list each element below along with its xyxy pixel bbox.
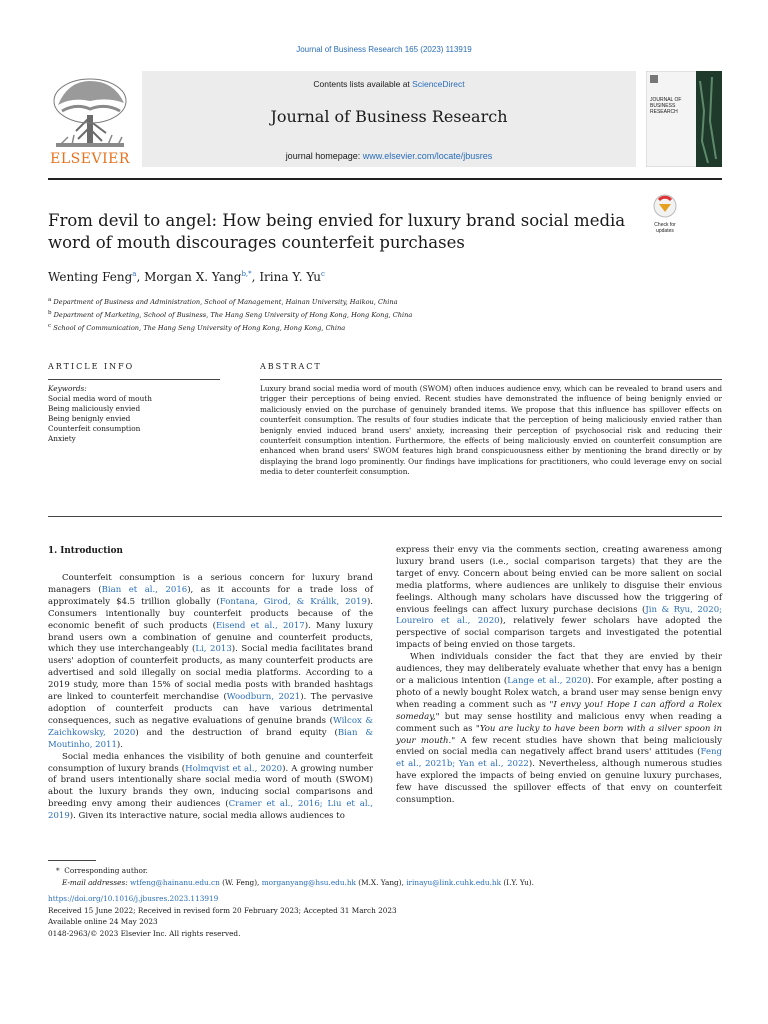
body-column-right bbox=[396, 545, 722, 807]
citation-link[interactable]: Li, 2013 bbox=[195, 644, 232, 655]
text-run: ) and the destruction of brand equity ( bbox=[135, 727, 338, 738]
text-run: ). For example, after posting a photo of a newly bought Rolex watch, a brand user may sense benign envy when reading a comment such as " bbox=[396, 675, 723, 710]
text-run: ), as it accounts for a trade loss of approximately $4.5 trillion globally ( bbox=[48, 584, 373, 607]
citation-link[interactable]: Eisend et al., 2017 bbox=[215, 620, 305, 631]
citation-link[interactable]: Jin & Ryu, 2020; Loureiro et al., 2020 bbox=[396, 604, 723, 627]
text-run: ). Nevertheless, although numerous studies have explored the impacts of being envied on genuine luxury purchases, few have discussed the spillover effects of that envy on counterfeit consumption. bbox=[396, 759, 722, 806]
paragraph bbox=[396, 652, 722, 807]
text-run: ), relatively fewer scholars have adopted the perspective of social comparison targets and investigated the potential impacts of being envied on those targets. bbox=[396, 616, 722, 651]
copyright: 0148-2963/© 2023 Elsevier Inc. All rights reserved. bbox=[48, 928, 241, 938]
email-link[interactable]: morganyang@hsu.edu.hk bbox=[261, 877, 356, 887]
abstract-heading: ABSTRACT bbox=[260, 362, 322, 371]
keyword-item: Social media word of mouth bbox=[48, 394, 152, 403]
author-name[interactable]: Irina Y. Yu bbox=[259, 270, 321, 284]
paragraph bbox=[48, 573, 373, 752]
check-updates-label: Check for updates bbox=[654, 222, 676, 234]
keywords-block bbox=[48, 384, 220, 444]
text-run: When individuals consider the fact that they are envied by their audiences, they may deliberately evaluate whether that envy has a benign or a malicious intention ( bbox=[396, 652, 722, 686]
header-rule bbox=[48, 178, 722, 180]
abstract-bottom-rule bbox=[48, 516, 722, 517]
citation-link[interactable]: Woodburn, 2021 bbox=[226, 692, 301, 703]
affiliations bbox=[48, 295, 412, 335]
journal-title: Journal of Business Research bbox=[270, 107, 508, 126]
affiliation-item: $^c$ School of Communication, The Hang Seng University of Hong Kong, Hong Kong, China bbox=[48, 323, 346, 333]
affiliation-item: $^a$ Department of Business and Administration, School of Management, Hainan University, Haikou, China bbox=[48, 297, 398, 307]
doi-link[interactable]: https://doi.org/10.1016/j.jbusres.2023.113919 bbox=[48, 894, 219, 903]
text-run: " but may sense hostility and malicious envy when reading a comment such as " bbox=[396, 711, 722, 734]
citation-link[interactable]: Feng et al., 2021b; Yan et al., 2022 bbox=[396, 747, 722, 770]
citation-link[interactable]: Lange et al., 2020 bbox=[507, 675, 588, 686]
available-online: Available online 24 May 2023 bbox=[48, 917, 158, 926]
check-updates-icon bbox=[648, 194, 682, 218]
email-line: E-mail addresses: wtfeng@hainanu.edu.cn (W. Feng), morganyang@hsu.edu.hk (M.X. Yang), irinayu@link.cuhk.edu.hk (I.Y. Yu). bbox=[62, 877, 534, 887]
homepage-line: journal homepage: www.elsevier.com/locate/jbusres bbox=[285, 151, 493, 161]
text-run: Social media enhances the visibility of both genuine and counterfeit consumption of luxury brands ( bbox=[48, 751, 373, 774]
citation-link[interactable]: Bian et al., 2016 bbox=[101, 584, 188, 595]
text-run: ). bbox=[116, 739, 123, 750]
citation-link[interactable]: Bian & Moutinho, 2011 bbox=[48, 727, 373, 750]
footnote-rule bbox=[48, 860, 96, 861]
article-info-rule bbox=[48, 379, 220, 380]
email-link[interactable]: irinayu@link.cuhk.edu.hk bbox=[406, 877, 502, 887]
journal-cover[interactable] bbox=[646, 71, 722, 167]
article-info-heading: ARTICLE INFO bbox=[48, 362, 135, 371]
paragraph bbox=[48, 752, 373, 823]
text-run: ). Many luxury brand users own a combination of genuine and counterfeit products, which they use interchangeably ( bbox=[48, 620, 373, 655]
cover-image bbox=[646, 71, 722, 167]
author-list: Wenting Feng$^a$, Morgan X. Yang$^{b,*}$, Irina Y. Yu$^c$ bbox=[48, 270, 325, 284]
publisher-name: ELSEVIER bbox=[50, 151, 130, 167]
check-for-updates-badge[interactable] bbox=[648, 194, 682, 234]
citation-link[interactable]: Cramer et al., 2016; Liu et al., 2019 bbox=[48, 799, 373, 822]
quoted-text: I envy you! Hope I can afford a Rolex someday, bbox=[396, 699, 723, 722]
body-column-left bbox=[48, 573, 373, 823]
affiliation-item: $^b$ Department of Marketing, School of Business, The Hang Seng University of Hong Kong, Hong Kong, China bbox=[48, 310, 413, 320]
received-dates: Received 15 June 2022; Received in revised form 20 February 2023; Accepted 31 March 2023 bbox=[48, 905, 397, 915]
elsevier-logo bbox=[48, 71, 132, 167]
text-run: ). The pervasive adoption of counterfeit products can have various detrimental consequences, such as negative evaluations of genuine brands ( bbox=[48, 692, 373, 726]
citation-link[interactable]: Wilcox & Zaichkowsky, 2020 bbox=[48, 715, 373, 738]
text-run: " A few recent studies have shown that being maliciously envied on social media can negatively affect brand users' attitudes ( bbox=[396, 735, 722, 758]
paragraph bbox=[396, 545, 722, 652]
keyword-item: Being maliciously envied bbox=[48, 404, 141, 413]
email-link[interactable]: wtfeng@hainanu.edu.cn bbox=[130, 877, 220, 887]
author-name[interactable]: Wenting Feng bbox=[48, 270, 133, 284]
author-superscript[interactable]: b,* bbox=[241, 270, 252, 278]
abstract-text: Luxury brand social media word of mouth (SWOM) often induces audience envy, which can be revealed to brand users and trigger their perceptions of being envied. Recent studies have demonstrated the influence of being benignly envied or maliciously envied on the purchase of genuinely branded items. We propose that this influence has spillover effects on counterfeit consumption. The results of four studies indicate that the perception of being maliciously envied rather than benignly envied induced brand users' anxiety, increasing their perception of psychosocial risk and reducing their counterfeit consumption intention. Furthermore, the effects of being maliciously envied on counterfeit consumption are enhanced when brand users' SWOM features high brand conspicuousness either by mentioning the brand directly or by displaying the brand logo prominently. Our findings have implications for practitioners, who could leverage envy on social media to deter counterfeit consumption. bbox=[260, 384, 722, 477]
keyword-item: Counterfeit consumption bbox=[48, 424, 141, 433]
author-name[interactable]: Morgan X. Yang bbox=[144, 270, 242, 284]
masthead bbox=[48, 71, 722, 167]
text-run: Counterfeit consumption is a serious concern for luxury brand managers ( bbox=[48, 573, 373, 595]
text-run: ). Social media facilitates brand users' adoption of counterfeit products, as many counterfeit products are advertised and sold illegally on social media platforms. According to a 2019 study, more than 15% of social media posts with branded hashtags are linked to counterfeit merchandise ( bbox=[48, 644, 374, 703]
section-heading-introduction: 1. Introduction bbox=[48, 546, 123, 556]
keyword-item: Being benignly envied bbox=[48, 414, 131, 423]
sciencedirect-link[interactable]: ScienceDirect bbox=[412, 79, 465, 89]
abstract-rule bbox=[260, 379, 722, 380]
citation-link[interactable]: Fontana, Girod, & Králik, 2019 bbox=[219, 596, 367, 607]
author-superscript[interactable]: a bbox=[132, 270, 137, 278]
text-run: ). Given its interactive nature, social media allows audiences to bbox=[69, 811, 345, 822]
corresponding-note: * Corresponding author. bbox=[56, 866, 148, 875]
asterisk-icon: * bbox=[56, 866, 60, 875]
author-superscript[interactable]: c bbox=[320, 270, 325, 278]
footnotes bbox=[48, 865, 722, 939]
text-run: ). A growing number of brand users intentionally share social media word of mouth (SWOM) about the luxury brands they own, inducing social comparisons and breeding envy among their audiences ( bbox=[48, 763, 373, 810]
quoted-text: You are lucky to have been born with a silver spoon in your mouth. bbox=[396, 723, 723, 746]
article-title: From devil to angel: How being envied for luxury brand social media word of mouth discourages counterfeit purchases bbox=[48, 211, 626, 252]
cover-title: JOURNAL OF BUSINESS RESEARCH bbox=[650, 97, 682, 115]
keywords-label: Keywords: bbox=[48, 384, 87, 393]
text-run: ). Consumers intentionally buy counterfeit products because of the economic benefit of such products ( bbox=[48, 596, 373, 631]
keyword-item: Anxiety bbox=[48, 434, 76, 443]
homepage-link[interactable]: www.elsevier.com/locate/jbusres bbox=[362, 151, 493, 161]
text-run: express their envy via the comments section, creating awareness among luxury brand users (i.e., social comparison targets) that they are the target of envy. Concern about being envied can be more salient on social media platforms, where audiences are unlikely to disguise their envious feelings. Although many scholars have discussed how the triggering of envious feelings can affect luxury purchase decisions ( bbox=[396, 545, 722, 615]
journal-banner bbox=[142, 71, 636, 167]
contents-line: Contents lists available at ScienceDirect bbox=[313, 79, 465, 89]
citation-link[interactable]: Holmqvist et al., 2020 bbox=[185, 763, 283, 774]
journal-reference[interactable]: Journal of Business Research 165 (2023) 113919 bbox=[296, 45, 472, 54]
